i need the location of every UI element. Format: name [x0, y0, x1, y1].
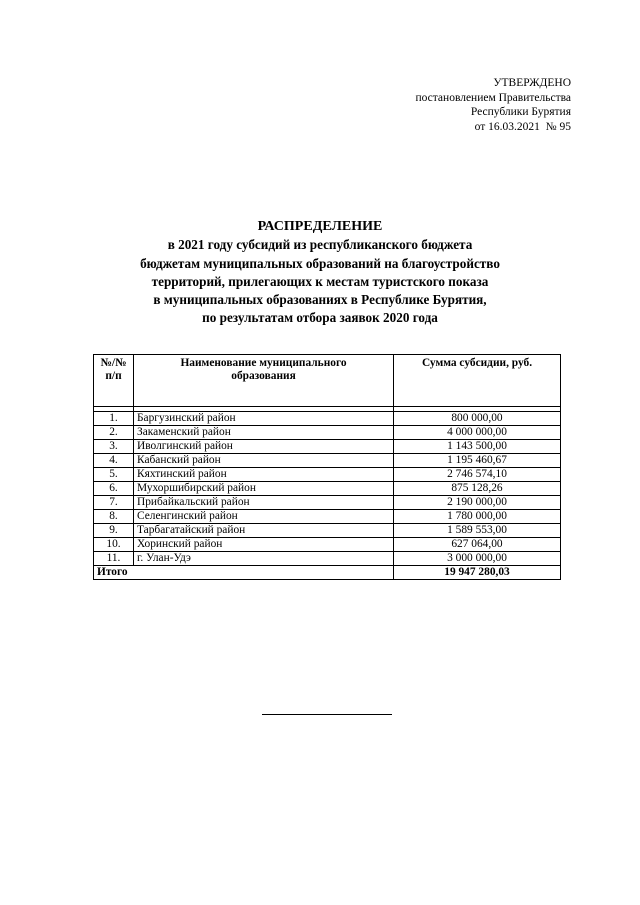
row-municipality: Прибайкальский район: [134, 496, 394, 510]
approval-line-date-number: от 16.03.2021 № 95: [474, 120, 571, 133]
row-number: 9.: [94, 524, 134, 538]
row-municipality: Мухоршибирский район: [134, 482, 394, 496]
subsidy-table: [93, 354, 561, 580]
header-amount: Сумма субсидии, руб.: [394, 355, 561, 407]
row-municipality: Хоринский район: [134, 538, 394, 552]
row-municipality: Селенгинский район: [134, 510, 394, 524]
header-number-line2: п/п: [105, 370, 122, 382]
row-municipality: Кяхтинский район: [134, 468, 394, 482]
table-row: [94, 524, 561, 538]
table-row: [94, 482, 561, 496]
approval-stamp: [415, 76, 571, 134]
table-body: [94, 407, 561, 566]
approval-line-approved: УТВЕРЖДЕНО: [493, 77, 571, 89]
table-row: [94, 538, 561, 552]
header-municipality-line1: Наименование муниципального: [180, 357, 347, 369]
row-amount: 1 195 460,67: [394, 454, 561, 468]
row-amount: 875 128,26: [394, 482, 561, 496]
row-amount: 3 000 000,00: [394, 552, 561, 566]
row-amount: 4 000 000,00: [394, 426, 561, 440]
row-number: 6.: [94, 482, 134, 496]
header-municipality-line2: образования: [231, 370, 296, 382]
row-amount: 2 746 574,10: [394, 468, 561, 482]
header-number-line1: №/№: [100, 357, 127, 369]
table-row: [94, 496, 561, 510]
row-number: 3.: [94, 440, 134, 454]
row-amount: 627 064,00: [394, 538, 561, 552]
row-number: 10.: [94, 538, 134, 552]
row-number: 2.: [94, 426, 134, 440]
row-amount: 800 000,00: [394, 412, 561, 426]
row-municipality: Тарбагатайский район: [134, 524, 394, 538]
row-municipality: г. Улан-Удэ: [134, 552, 394, 566]
row-municipality: Иволгинский район: [134, 440, 394, 454]
title-line-3: бюджетам муниципальных образований на благоустройство: [140, 255, 500, 271]
title-line-4: территорий, прилегающих к местам туристского показа: [151, 273, 489, 289]
table-row: [94, 454, 561, 468]
table-row: [94, 440, 561, 454]
row-amount: 2 190 000,00: [394, 496, 561, 510]
signature-line: [262, 714, 392, 715]
row-amount: 1 589 553,00: [394, 524, 561, 538]
table-total-row: [94, 566, 561, 580]
title-line-5: в муниципальных образованиях в Республике Бурятия,: [153, 292, 487, 308]
table-row: [94, 412, 561, 426]
total-label: Итого: [94, 566, 394, 580]
approval-line-republic: Республики Бурятия: [470, 106, 571, 118]
row-municipality: Баргузинский район: [134, 412, 394, 426]
row-number: 8.: [94, 510, 134, 524]
header-municipality: [134, 355, 394, 407]
title-main: РАСПРЕДЕЛЕНИЕ: [257, 219, 383, 234]
row-number: 11.: [94, 552, 134, 566]
table-row: [94, 510, 561, 524]
title-line-6: по результатам отбора заявок 2020 года: [202, 310, 438, 326]
approval-line-resolution: постановлением Правительства: [415, 91, 571, 104]
row-number: 4.: [94, 454, 134, 468]
total-amount: 19 947 280,03: [394, 566, 561, 580]
document-title: [0, 218, 640, 328]
row-municipality: Кабанский район: [134, 454, 394, 468]
row-number: 1.: [94, 412, 134, 426]
row-amount: 1 143 500,00: [394, 440, 561, 454]
table-row: [94, 468, 561, 482]
table-row: [94, 552, 561, 566]
row-municipality: Закаменский район: [134, 426, 394, 440]
title-line-2: в 2021 году субсидий из республиканского бюджета: [167, 237, 473, 253]
header-number: [94, 355, 134, 407]
table-row: [94, 426, 561, 440]
row-number: 5.: [94, 468, 134, 482]
row-number: 7.: [94, 496, 134, 510]
row-amount: 1 780 000,00: [394, 510, 561, 524]
table-header-row: [94, 355, 561, 407]
